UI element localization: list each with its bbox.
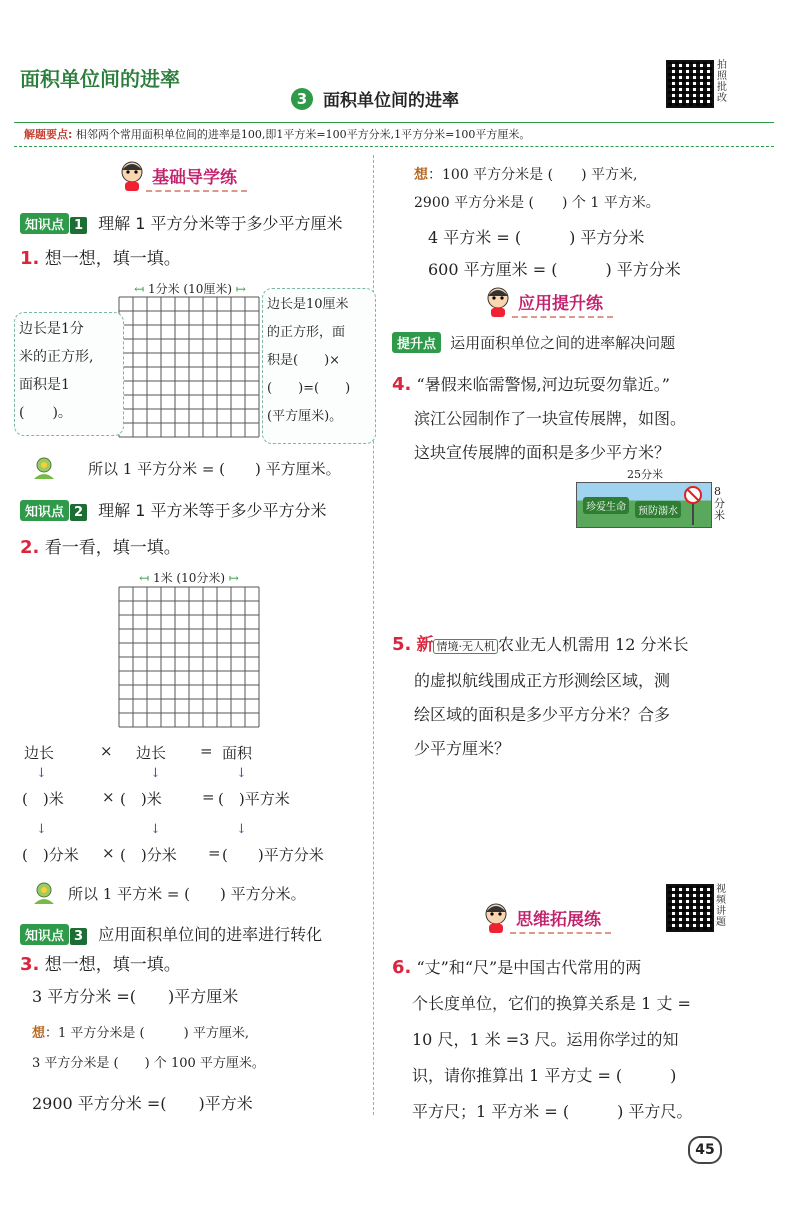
rc-hint-label: 想 <box>414 167 428 183</box>
q3-text: 想一想，填一填。 <box>44 955 181 975</box>
q3-number: 3. <box>20 954 40 975</box>
rc-line1[interactable]: 4 平方米 = ( ) 平方分米 <box>428 228 645 247</box>
knowledge-point-3 <box>20 922 322 945</box>
q6-line: 10 尺，1 米 =3 尺。运用你学过的知 <box>412 1030 679 1049</box>
q2-cell: × <box>102 844 115 862</box>
q6-line[interactable]: 识，请你推算出 1 平方丈 = ( ) <box>412 1066 677 1085</box>
q4-board-text: 珍爱生命 <box>583 497 629 514</box>
cartoon-kid-icon <box>118 160 146 192</box>
q2-grid <box>118 586 260 728</box>
q5-scene-tag: 情境·无人机 <box>433 639 498 654</box>
question-2 <box>20 533 181 558</box>
q1-grid-dimension: ↤ 1分米 (10厘米) ↦ <box>134 282 246 296</box>
q2-text: 看一看，填一填。 <box>44 538 181 558</box>
kp-tag: 知识点 <box>20 924 69 945</box>
kp2-text: 理解 1 平方米等于多少平方分米 <box>98 501 327 520</box>
video-qr-label: 视频讲题 <box>716 884 726 928</box>
q2-cell[interactable]: ( )平方分米 <box>222 846 324 864</box>
q2-arrows: ↓ ↓ ↓ <box>36 766 247 781</box>
q2-arrows: ↓ ↓ ↓ <box>36 822 247 837</box>
q5-line: 少平方厘米？ <box>414 739 511 758</box>
q4-board <box>576 482 712 528</box>
q1-conclusion[interactable]: 所以 1 平方分米 = ( ) 平方厘米。 <box>88 459 341 478</box>
q1-conclusion-row <box>30 455 341 481</box>
qr-code-icon[interactable] <box>666 60 714 108</box>
q2-table <box>22 742 362 874</box>
question-6 <box>392 950 692 1130</box>
q6-line: “丈”和“尺”是中国古代常用的两 <box>416 958 642 977</box>
cartoon-kid-icon <box>482 902 510 934</box>
section-basic-title: 基础导学练 <box>146 163 247 192</box>
q2-header-cell: = <box>200 742 213 760</box>
video-qr-code-icon[interactable] <box>666 884 714 932</box>
cartoon-kid-icon <box>484 286 512 318</box>
q1-right-line: (平方厘米)。 <box>267 409 343 424</box>
q1-left-line[interactable]: ( )。 <box>19 405 72 421</box>
q5-number: 5. <box>392 634 412 655</box>
kp-num: 3 <box>70 928 87 945</box>
top-left-title: 面积单位间的进率 <box>20 67 180 91</box>
q1-left-line: 边长是1分 <box>19 321 84 337</box>
q1-right-line: 边长是10厘米 <box>267 297 349 312</box>
rc-line2[interactable]: 600 平方厘米 = ( ) 平方分米 <box>428 260 681 279</box>
q5-line: 的虚拟航线围成正方形测绘区域，测 <box>414 671 671 690</box>
q2-header-cell: 边长 <box>24 744 55 762</box>
q1-number: 1. <box>20 248 40 269</box>
kp-tag: 知识点 <box>20 500 69 521</box>
kp-num: 2 <box>70 504 87 521</box>
qr-label: 拍照批改 <box>717 60 727 104</box>
knowledge-point-2 <box>20 498 327 521</box>
kp1-text: 理解 1 平方分米等于多少平方厘米 <box>98 214 343 233</box>
section-thinking-title: 思维拓展练 <box>510 905 611 934</box>
kp-tag: 知识点 <box>20 213 69 234</box>
q4-number: 4. <box>392 374 412 395</box>
rc-hint1-row <box>414 164 637 184</box>
q1-left-box <box>14 312 124 436</box>
kp3-text: 应用面积单位间的进率进行转化 <box>98 925 323 944</box>
q2-conclusion[interactable]: 所以 1 平方米 = ( ) 平方分米。 <box>68 884 306 903</box>
improvement-point <box>392 332 675 353</box>
lesson-title: 面积单位间的进率 <box>323 91 459 111</box>
q1-left-line: 面积是1 <box>19 377 70 393</box>
q4-width-label: 25分米 <box>627 468 663 481</box>
header-rule <box>14 122 774 123</box>
section-basic <box>118 160 247 192</box>
q3-line1[interactable]: 3 平方分米 =( )平方厘米 <box>32 987 239 1006</box>
q5-new-tag: 新 <box>416 635 434 655</box>
key-point-rule <box>14 146 774 147</box>
question-3 <box>20 950 181 975</box>
q2-cell: = <box>208 844 221 862</box>
q4-line: 这块宣传展牌的面积是多少平方米？ <box>414 443 671 462</box>
q2-cell[interactable]: ( )米 <box>22 790 64 808</box>
q1-text: 想一想，填一填。 <box>44 249 181 269</box>
key-point-text: 相邻两个常用面积单位间的进率是100,即1平方米=100平方分米,1平方分米=100平方厘米。 <box>75 128 531 141</box>
q2-header-cell: 面积 <box>222 744 253 762</box>
q5-line: 绘区域的面积是多少平方分米？合多 <box>414 705 671 724</box>
rc-hint1[interactable]: ：100 平方分米是 ( ) 平方米, <box>428 167 638 183</box>
key-point-label: 解题要点: <box>24 128 73 141</box>
q2-conclusion-row <box>30 880 306 906</box>
flower-icon <box>30 455 58 481</box>
key-point <box>24 126 530 142</box>
q3-hint1-row <box>32 1022 249 1041</box>
q1-grid <box>118 296 260 438</box>
q4-line: “暑假来临需警惕,河边玩耍勿靠近。” <box>416 375 670 394</box>
question-5 <box>392 628 689 766</box>
q1-grid-label: 1分米 (10厘米) <box>147 282 233 296</box>
q1-right-line[interactable]: 积是( )× <box>267 353 341 368</box>
q3-hint2[interactable]: 3 平方分米是 ( ) 个 100 平方厘米。 <box>32 1056 265 1071</box>
q1-right-line[interactable]: ( )=( ) <box>267 381 351 396</box>
lesson-number-badge: 3 <box>291 88 313 110</box>
q4-board-text: 预防溺水 <box>635 501 681 518</box>
lesson-heading <box>291 86 459 111</box>
q1-right-box <box>262 288 376 444</box>
q4-height-label: 8分米 <box>714 485 725 522</box>
q6-number: 6. <box>392 957 412 978</box>
section-apply-title: 应用提升练 <box>512 289 613 318</box>
q3-hint1[interactable]: ：1 平方分米是 ( ) 平方厘米, <box>45 1026 249 1041</box>
q2-number: 2. <box>20 537 40 558</box>
q2-cell[interactable]: ( )分米 <box>120 846 177 864</box>
no-swimming-sign-icon <box>681 485 705 525</box>
question-1 <box>20 244 181 269</box>
q1-right-line: 的正方形，面 <box>267 325 346 340</box>
kp-tag: 提升点 <box>392 332 441 353</box>
q2-header-cell: 边长 <box>136 744 167 762</box>
kp-num: 1 <box>70 217 87 234</box>
q3-line2[interactable]: 2900 平方分米 =( )平方米 <box>32 1094 253 1113</box>
q5-line: 农业无人机需用 12 分米长 <box>497 635 689 654</box>
section-apply <box>484 286 613 318</box>
q2-cell: = <box>202 788 215 806</box>
page-number: 45 <box>688 1136 722 1164</box>
q4-line: 滨江公园制作了一块宣传展牌，如图。 <box>414 409 687 428</box>
q2-cell[interactable]: ( )平方米 <box>218 790 290 808</box>
q3-hint-label: 想 <box>32 1026 46 1041</box>
q2-grid-dimension: ↤ 1米 (10分米) ↦ <box>139 571 239 585</box>
question-4 <box>392 368 686 470</box>
flower-icon <box>30 880 58 906</box>
q1-left-line: 米的正方形, <box>19 349 94 365</box>
q2-cell: × <box>102 788 115 806</box>
q2-grid-label: 1米 (10分米) <box>152 571 226 585</box>
knowledge-point-1 <box>20 211 343 234</box>
q2-cell[interactable]: ( )分米 <box>22 846 79 864</box>
rc-hint2[interactable]: 2900 平方分米是 ( ) 个 1 平方米。 <box>414 195 660 211</box>
q2-header-cell: × <box>100 742 113 760</box>
section-thinking <box>482 902 611 934</box>
kp4-text: 运用面积单位之间的进率解决问题 <box>450 334 676 352</box>
q6-line[interactable]: 平方尺；1 平方米 = ( ) 平方尺。 <box>412 1102 693 1121</box>
q2-cell[interactable]: ( )米 <box>120 790 162 808</box>
q6-line: 个长度单位，它们的换算关系是 1 丈 = <box>412 994 691 1013</box>
